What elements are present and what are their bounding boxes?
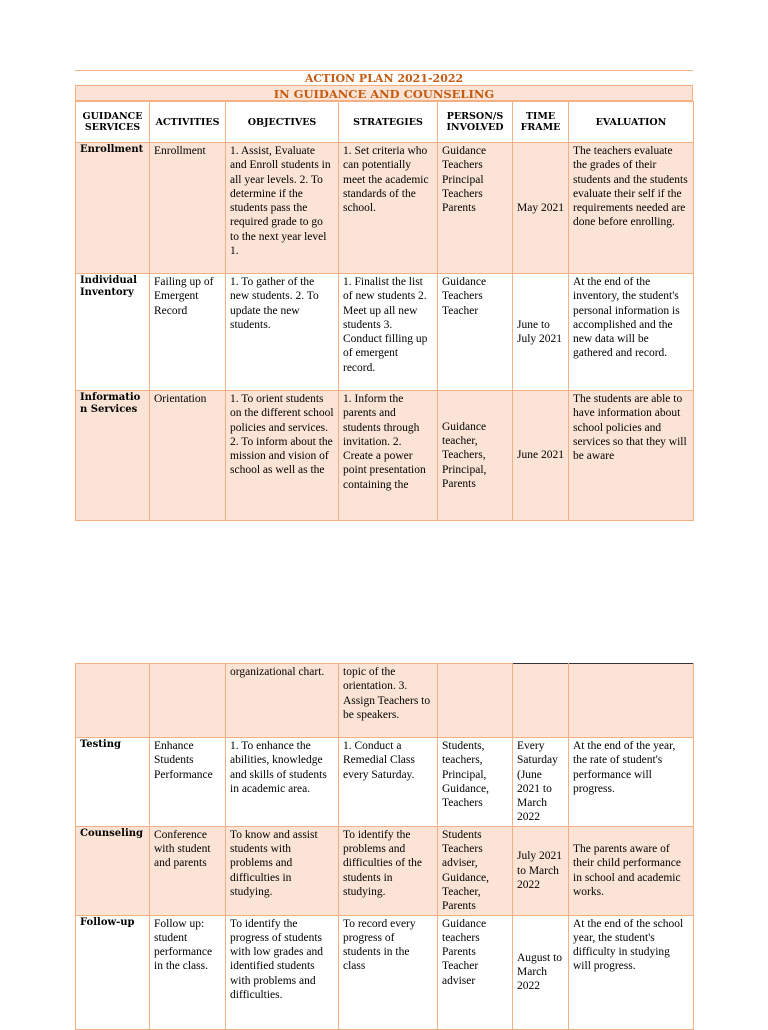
cell-strategies: To identify the problems and difficulties of the students in studying. <box>339 826 438 915</box>
cell-time: July 2021 to March 2022 <box>513 826 569 915</box>
cell-strategies: 1. Inform the parents and students through invitation. 2. Create a power point presentation containing the <box>339 391 438 521</box>
plan-title: ACTION PLAN 2021-2022 <box>75 70 693 86</box>
table-row <box>76 738 694 827</box>
cell-persons <box>438 664 513 738</box>
cell-time: August to March 2022 <box>513 915 569 1029</box>
cell-objectives: 1. To gather of the new students. 2. To update the new students. <box>226 274 339 391</box>
cell-persons: Guidance Teachers Principal Teachers Parents <box>438 143 513 274</box>
header-guidance-services: GUIDANCE SERVICES <box>76 102 150 143</box>
cell-evaluation: The parents aware of their child performance in school and academic works. <box>569 826 694 915</box>
table-row <box>76 143 694 274</box>
cell-evaluation: At the end of the year, the rate of student's performance will progress. <box>569 738 694 827</box>
cell-activity: Follow up: student performance in the class. <box>150 915 226 1029</box>
cell-time: Every Saturday (June 2021 to March 2022 <box>513 738 569 827</box>
cell-service <box>76 664 150 738</box>
table-row <box>76 274 694 391</box>
cell-objectives: To know and assist students with problems and difficulties in studying. <box>226 826 339 915</box>
action-plan-table-page1 <box>75 101 694 521</box>
table-header-row <box>76 102 694 143</box>
cell-objectives: 1. Assist, Evaluate and Enroll students in all year levels. 2. To determine if the students pass the required grade to go to the next year level 1. <box>226 143 339 274</box>
cell-persons: Students Teachers adviser, Guidance, Teacher, Parents <box>438 826 513 915</box>
cell-strategies: 1. Finalist the list of new students 2. Meet up all new students 3. Conduct filling up of emergent record. <box>339 274 438 391</box>
cell-activity: Failing up of Emergent Record <box>150 274 226 391</box>
cell-objectives: 1. To orient students on the different school policies and services. 2. To inform about the mission and vision of school as well as the <box>226 391 339 521</box>
cell-evaluation: At the end of the school year, the student's difficulty in studying will progress. <box>569 915 694 1029</box>
cell-objectives: organizational chart. <box>226 664 339 738</box>
cell-persons: Students, teachers, Principal, Guidance, Teachers <box>438 738 513 827</box>
table-row <box>76 391 694 521</box>
table-row <box>76 664 694 738</box>
cell-evaluation: The students are able to have information about school policies and services so that they will be aware <box>569 391 694 521</box>
cell-service: Enrollment <box>76 143 150 274</box>
cell-time: June to July 2021 <box>513 274 569 391</box>
cell-activity: Enrollment <box>150 143 226 274</box>
cell-time: June 2021 <box>513 391 569 521</box>
cell-service: Information Services <box>76 391 150 521</box>
cell-strategies: 1. Conduct a Remedial Class every Saturday. <box>339 738 438 827</box>
cell-objectives: To identify the progress of students with low grades and identified students with problems and difficulties. <box>226 915 339 1029</box>
cell-objectives: 1. To enhance the abilities, knowledge and skills of students in academic area. <box>226 738 339 827</box>
cell-evaluation: At the end of the inventory, the student's personal information is accomplished and the new data will be gathered and record. <box>569 274 694 391</box>
cell-strategies: To record every progress of students in the class <box>339 915 438 1029</box>
cell-persons: Guidance Teachers Teacher <box>438 274 513 391</box>
cell-activity: Enhance Students Performance <box>150 738 226 827</box>
cell-strategies: 1. Set criteria who can potentially meet the academic standards of the school. <box>339 143 438 274</box>
cell-evaluation: The teachers evaluate the grades of their students and the students evaluate their self if the requirements needed are done before enrolling. <box>569 143 694 274</box>
table-row <box>76 915 694 1029</box>
plan-subtitle: IN GUIDANCE AND COUNSELING <box>75 85 693 101</box>
cell-activity <box>150 664 226 738</box>
cell-time: May 2021 <box>513 143 569 274</box>
cell-service: Testing <box>76 738 150 827</box>
cell-time <box>513 664 569 738</box>
header-evaluation: EVALUATION <box>569 102 694 143</box>
cell-strategies: topic of the orientation. 3. Assign Teachers to be speakers. <box>339 664 438 738</box>
cell-evaluation <box>569 664 694 738</box>
action-plan-table-page2 <box>75 663 694 1030</box>
cell-persons: Guidance teacher, Teachers, Principal, Parents <box>438 391 513 521</box>
cell-activity: Conference with student and parents <box>150 826 226 915</box>
cell-persons: Guidance teachers Parents Teacher adviser <box>438 915 513 1029</box>
header-persons-involved: PERSON/S INVOLVED <box>438 102 513 143</box>
cell-service: Follow-up <box>76 915 150 1029</box>
cell-service: Individual Inventory <box>76 274 150 391</box>
header-time-frame: TIME FRAME <box>513 102 569 143</box>
header-activities: ACTIVITIES <box>150 102 226 143</box>
header-objectives: OBJECTIVES <box>226 102 339 143</box>
table-row <box>76 826 694 915</box>
cell-service: Counseling <box>76 826 150 915</box>
cell-activity: Orientation <box>150 391 226 521</box>
header-strategies: STRATEGIES <box>339 102 438 143</box>
